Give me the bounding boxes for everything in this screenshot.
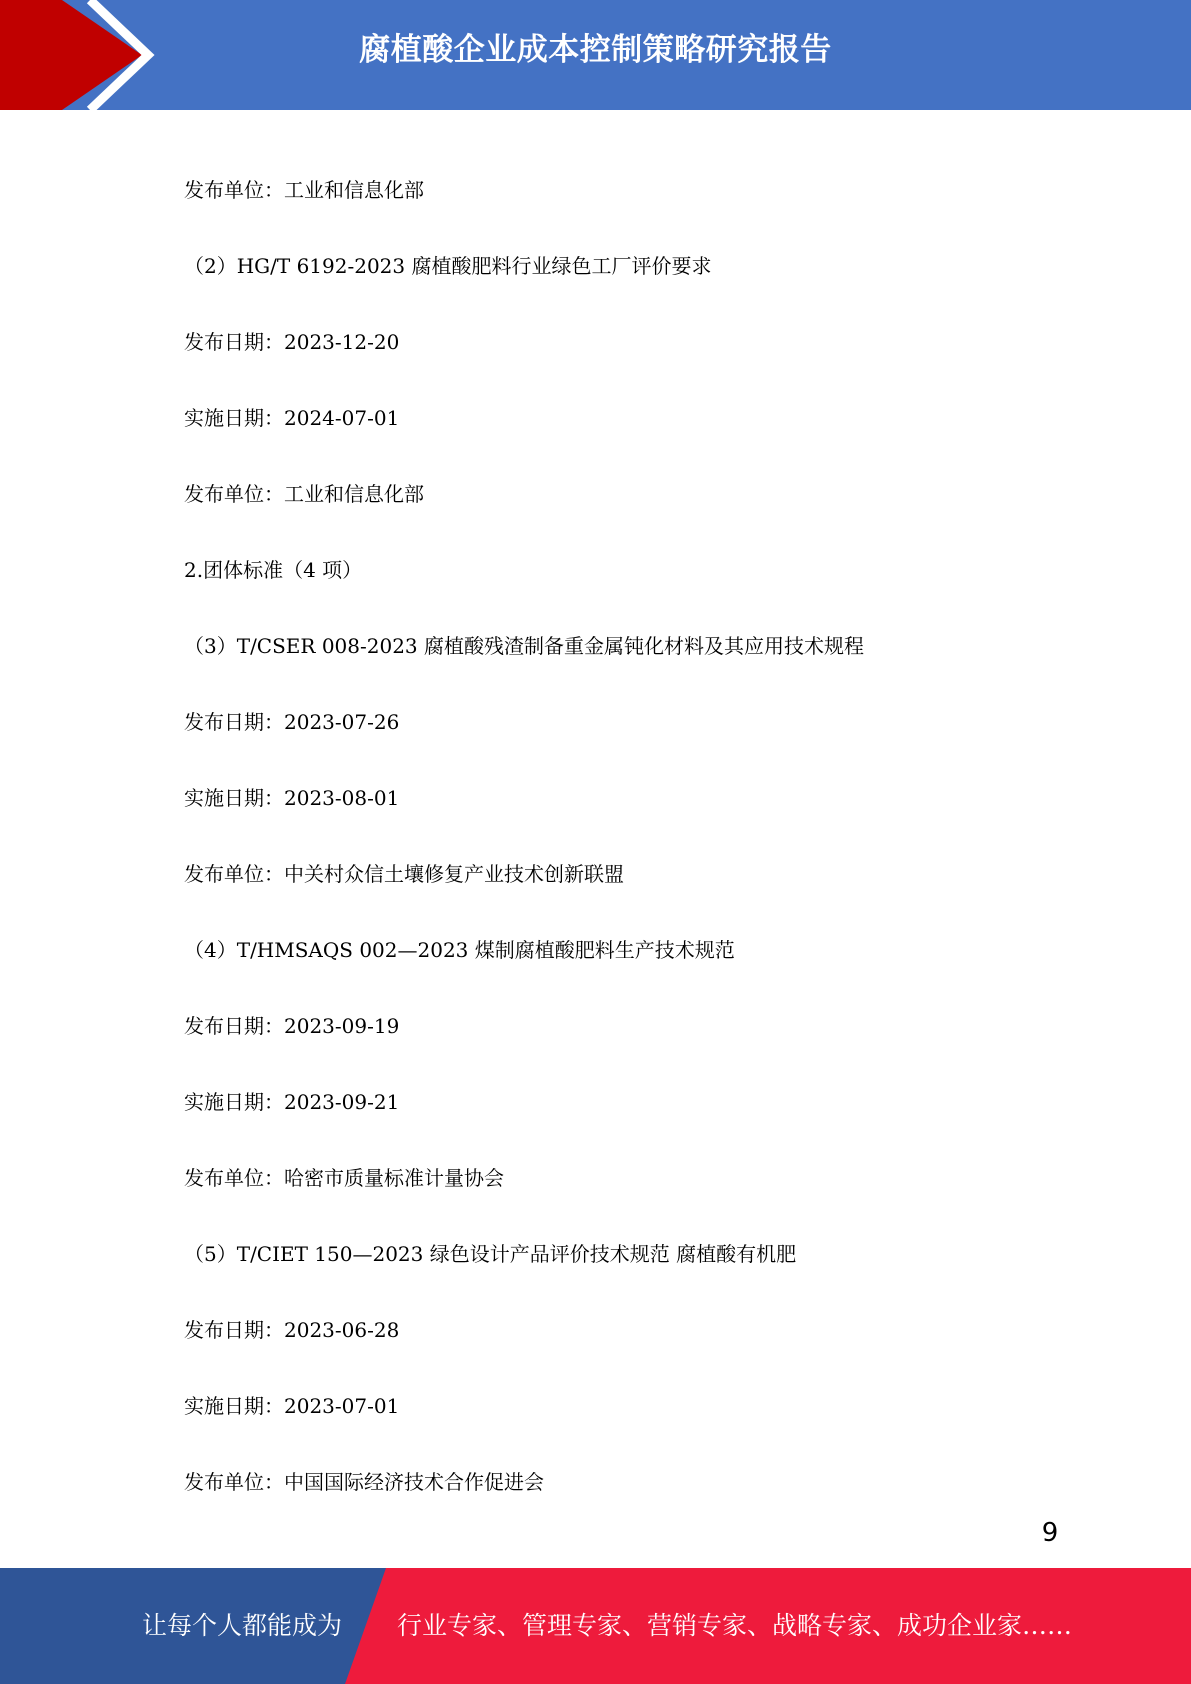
footer-slogan-left: 让每个人都能成为 <box>142 1611 343 1640</box>
text-line: 发布日期：2023-09-19 <box>184 1014 400 1038</box>
standard-heading: （2）HG/T 6192-2023 腐植酸肥料行业绿色工厂评价要求 <box>184 254 712 278</box>
page-number: 9 <box>1041 1518 1059 1548</box>
section-heading: 2.团体标准（4 项） <box>184 558 363 582</box>
document-body <box>184 172 1084 1540</box>
text-line: 实施日期：2023-09-21 <box>184 1090 400 1114</box>
text-line: 发布单位：哈密市质量标准计量协会 <box>184 1166 504 1190</box>
text-line: 发布日期：2023-12-20 <box>184 330 400 354</box>
footer-slogan-right: 行业专家、管理专家、营销专家、战略专家、成功企业家…… <box>397 1611 1073 1640</box>
text-line: 发布单位：工业和信息化部 <box>184 178 424 202</box>
standard-heading: （3）T/CSER 008-2023 腐植酸残渣制备重金属钝化材料及其应用技术规程 <box>184 634 865 658</box>
text-line: 实施日期：2023-08-01 <box>184 786 400 810</box>
text-line: 发布日期：2023-07-26 <box>184 710 400 734</box>
standard-heading: （4）T/HMSAQS 002—2023 煤制腐植酸肥料生产技术规范 <box>184 938 735 962</box>
standard-heading: （5）T/CIET 150—2023 绿色设计产品评价技术规范 腐植酸有机肥 <box>184 1242 797 1266</box>
text-line: 发布单位：中关村众信土壤修复产业技术创新联盟 <box>184 862 624 886</box>
text-line: 发布单位：工业和信息化部 <box>184 482 424 506</box>
text-line: 实施日期：2023-07-01 <box>184 1394 400 1418</box>
page-header <box>0 0 1191 110</box>
text-line: 实施日期：2024-07-01 <box>184 406 400 430</box>
page-footer <box>0 1568 1191 1684</box>
report-title: 腐植酸企业成本控制策略研究报告 <box>359 32 832 68</box>
text-line: 发布单位：中国国际经济技术合作促进会 <box>184 1470 544 1494</box>
text-line: 发布日期：2023-06-28 <box>184 1318 400 1342</box>
